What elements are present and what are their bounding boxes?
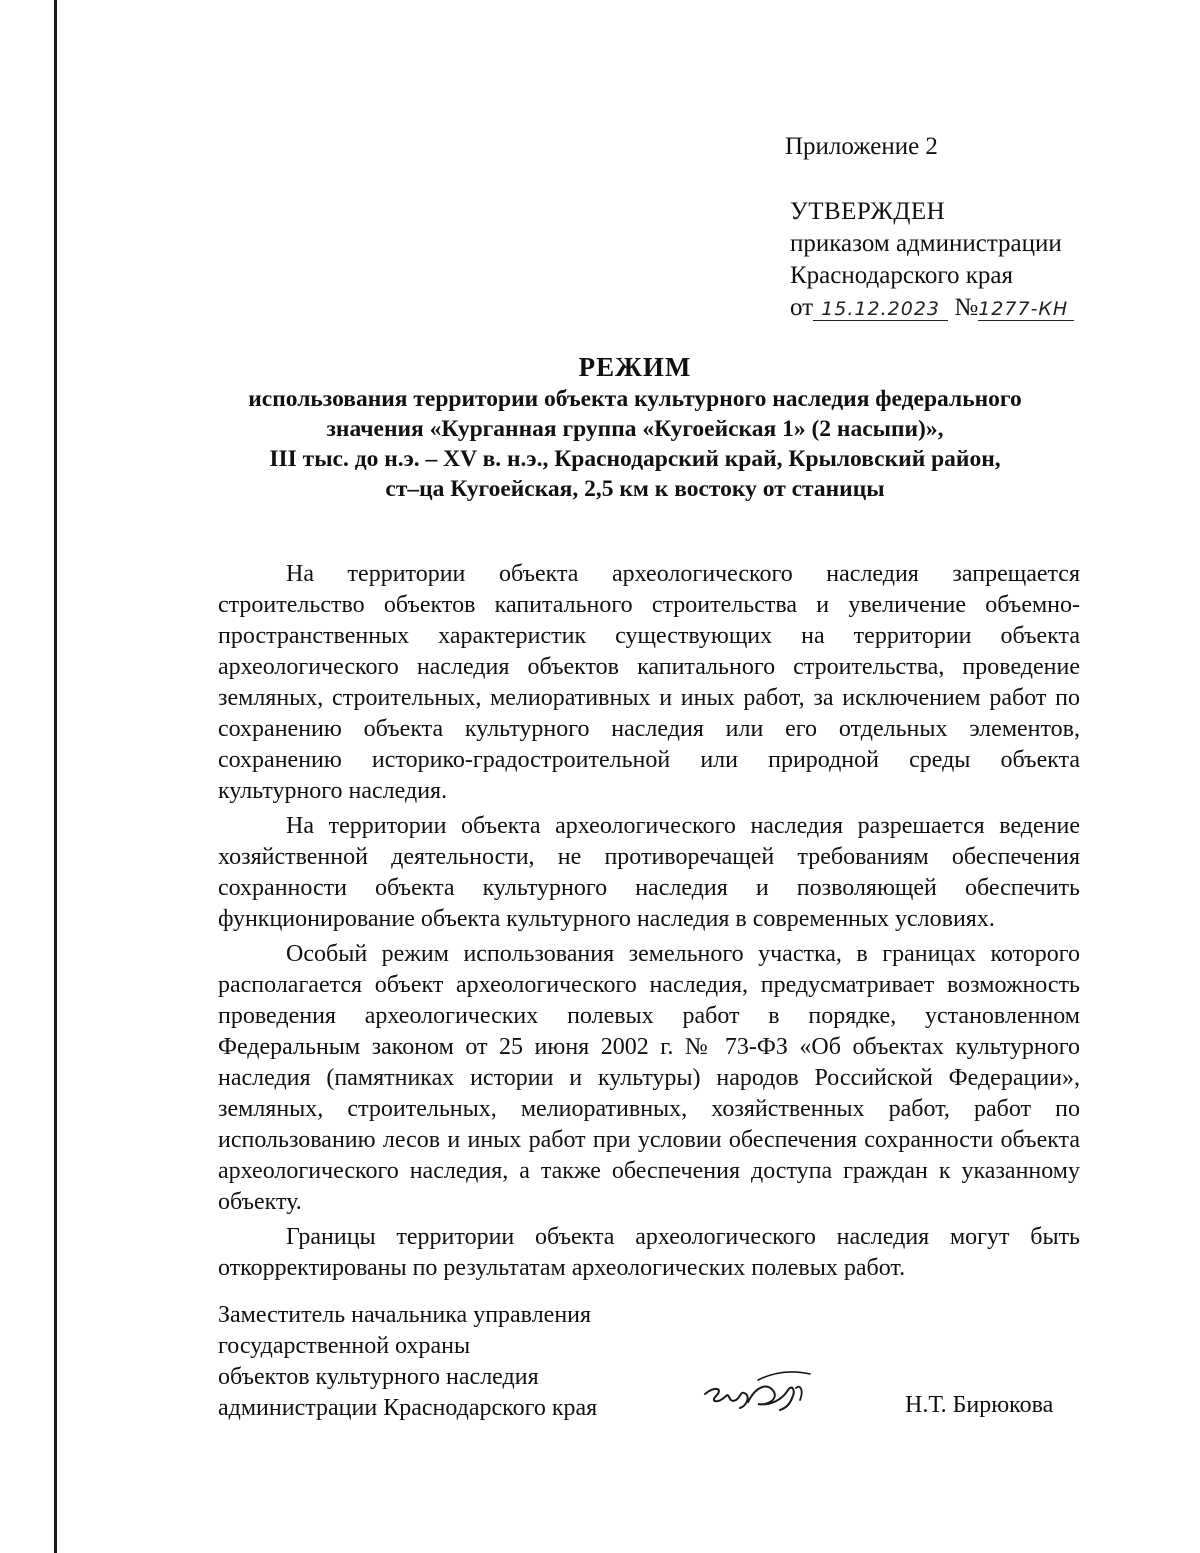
signatory-position-line-1: Заместитель начальника управления: [218, 1302, 592, 1328]
document-body: [218, 559, 1080, 1288]
document-subtitle-line-1: использования территории объекта культурного наследия федерального: [248, 386, 1022, 412]
approved-by-line-1: приказом администрации: [790, 230, 1062, 257]
signatory-position: [218, 1300, 597, 1424]
document-subtitle-line-4: ст–ца Кугоейская, 2,5 км к востоку от станицы: [385, 476, 885, 502]
appendix-label: Приложение 2: [785, 133, 938, 160]
approved-by-line-2: Краснодарского края: [790, 262, 1013, 289]
document-subtitle-line-2: значения «Курганная группа «Кугоейская 1» (2 насыпи)»,: [326, 416, 944, 442]
body-paragraph-3: Особый режим использования земельного участка, в границах которого располагается объект археологического наследия, предусматривает возможность проведения археологических полевых работ в порядке, установленном Федеральным законом от 25 июня 2002 г. № 73-ФЗ «Об объектах культурного наследия (памятниках истории и культуры) народов Российской Федерации», земляных, строительных, мелиоративных, хозяйственных работ, работ по использованию лесов и иных работ при условии обеспечения сохранности объекта археологического наследия, а также обеспечения доступа граждан к указанному объекту.: [218, 941, 1080, 1215]
signatory-name: Н.Т. Бирюкова: [905, 1392, 1054, 1418]
body-paragraph-2: На территории объекта археологического наследия разрешается ведение хозяйственной деятельности, не противоречащей требованиям обеспечения сохранности объекта культурного наследия и позволяющей обеспечить функционирование объекта культурного наследия в современных условиях.: [218, 813, 1080, 932]
body-paragraph-1: На территории объекта археологического наследия запрещается строительство объектов капитального строительства и увеличение объемно-пространственных характеристик существующих на территории объекта археологического наследия объектов капитального строительства, проведение земляных, строительных, мелиоративных и иных работ, за исключением работ по сохранению объекта культурного наследия или его отдельных элементов, сохранению историко-градостроительной или природной среды объекта культурного наследия.: [218, 561, 1080, 804]
order-date: 15.12.2023: [813, 298, 948, 321]
document-subtitle-line-3: III тыс. до н.э. – XV в. н.э., Краснодарский край, Крыловский район,: [269, 446, 1001, 472]
document-title: РЕЖИМ: [578, 352, 692, 382]
signatory-position-line-3: объектов культурного наследия: [218, 1364, 539, 1390]
number-prefix: №: [954, 294, 979, 321]
order-number: 1277-КН: [978, 298, 1074, 321]
order-date-number-line: [790, 292, 1074, 324]
scan-margin-line: [54, 0, 57, 1553]
signatory-position-line-4: администрации Краснодарского края: [218, 1395, 598, 1421]
document-title-block: [200, 350, 1070, 504]
signatory-position-line-2: государственной охраны: [218, 1333, 471, 1359]
body-paragraph-4: Границы территории объекта археологического наследия могут быть откорректированы по результатам археологических полевых работ.: [218, 1224, 1080, 1281]
handwritten-signature-icon: [700, 1360, 815, 1425]
approval-block: [790, 196, 1074, 324]
approved-stamp: УТВЕРЖДЕН: [790, 198, 946, 225]
date-prefix: от: [790, 294, 814, 321]
